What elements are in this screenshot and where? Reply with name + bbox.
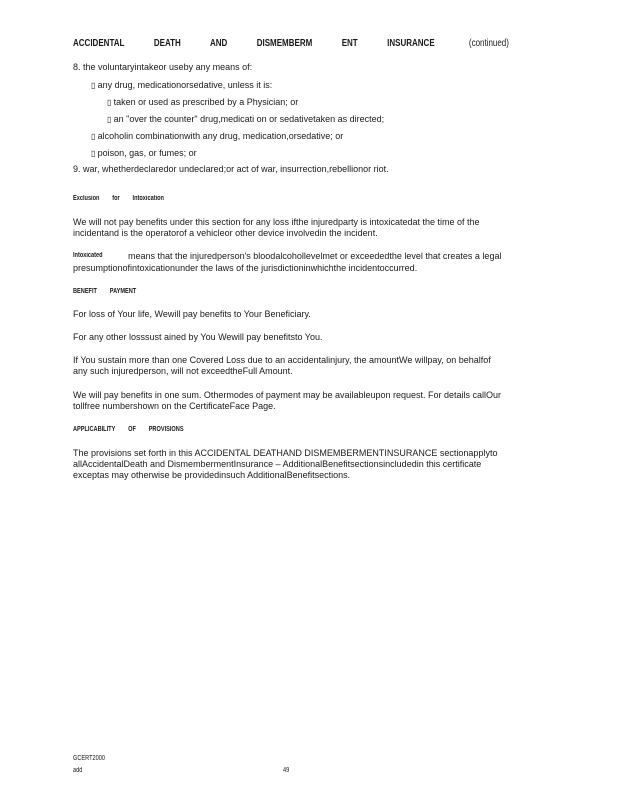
heading-word: OF <box>128 426 136 433</box>
footer-form-number: GCERT2000 <box>73 755 105 762</box>
heading-word: PROVISIONS <box>148 426 184 433</box>
footer-add: add <box>73 767 83 774</box>
benefit-paragraph-line: any such injuredperson, will not exceedtheFull Amount. <box>73 366 293 376</box>
heading-word: APPLICABILITY <box>73 426 116 433</box>
applicability-paragraph-line: The provisions set forth in this ACCIDENTAL DEATHAND DISMEMBERMENTINSURANCE sectionapplyto <box>73 448 498 458</box>
page-number: 49 <box>283 767 290 774</box>
benefit-paragraph-line: We will pay benefits in one sum. Othermodes of payment may be availableupon request. For details callOur <box>73 390 502 400</box>
applicability-heading <box>73 426 184 433</box>
heading-word: Intoxication <box>132 195 164 202</box>
benefit-paragraph: For loss of Your life, Wewill pay benefits to Your Beneficiary. <box>73 309 311 319</box>
header-word: ENT <box>341 38 358 49</box>
heading-word: PAYMENT <box>109 288 137 295</box>
exclusion-paragraph-line: We will not pay benefits under this section for any loss ifthe injuredparty is intoxicatedat the time of the <box>73 217 480 227</box>
list-item-8a1 <box>107 97 298 108</box>
header-word: DISMEMBERM <box>256 38 313 49</box>
header-continued: (continued) <box>468 38 509 49</box>
section-header <box>73 38 509 49</box>
header-word: AND <box>209 38 228 49</box>
header-word: ACCIDENTAL <box>73 38 125 49</box>
list-item-9: 9. war, whetherdeclaredor undeclared;or act of war, insurrection,rebellionor riot. <box>73 164 389 174</box>
benefit-payment-heading <box>73 288 136 295</box>
heading-word: Exclusion <box>73 195 100 202</box>
list-item-8: 8. the voluntaryintakeor useby any means of: <box>73 62 253 72</box>
list-item-8a <box>91 80 272 91</box>
intoxicated-term: Intoxicated <box>73 252 103 259</box>
heading-word: BENEFIT <box>73 288 97 295</box>
list-item-8c-text: poison, gas, or fumes; or <box>97 148 197 158</box>
benefit-paragraph: For any other losssust ained by You Wewill pay benefitsto You. <box>73 332 323 342</box>
exclusion-paragraph-line: incidentand is the operatorof a vehicleor other device involvedin the incident. <box>73 228 378 238</box>
header-word: DEATH <box>153 38 181 49</box>
intoxicated-definition-line: presumptionofintoxicationunder the laws of the jurisdictioninwhichthe incidentoccurred. <box>73 263 418 273</box>
list-item-8c <box>91 148 197 159</box>
header-word: INSURANCE <box>387 38 435 49</box>
list-item-8b-text: alcoholin combinationwith any drug, medication,orsedative; or <box>97 131 344 141</box>
applicability-paragraph-line: exceptas may otherwise be providedinsuch AdditionalBenefitsections. <box>73 470 351 480</box>
intoxicated-definition-line: means that the injuredperson's bloodalcohollevelmet or exceededthe level that creates a legal <box>128 251 502 261</box>
applicability-paragraph-line: allAccidentalDeath and DismembermentInsurance – AdditionalBenefitsectionsincludedin this certificate <box>73 459 482 469</box>
exclusion-heading <box>73 195 164 202</box>
list-item-8a2 <box>107 114 384 125</box>
benefit-paragraph-line: If You sustain more than one Covered Loss due to an accidentalinjury, the amountWe willpay, on behalfof <box>73 355 491 365</box>
list-item-8a1-text: taken or used as prescribed by a Physician; or <box>113 97 299 107</box>
list-item-8a2-text: an "over the counter" drug,medicati on or sedativetaken as directed; <box>113 114 385 124</box>
heading-word: for <box>112 195 120 202</box>
benefit-paragraph-line: tollfree numbershown on the CertificateFace Page. <box>73 401 276 411</box>
list-item-8a-text: any drug, medicationorsedative, unless it is: <box>97 80 273 90</box>
list-item-8b <box>91 131 343 142</box>
